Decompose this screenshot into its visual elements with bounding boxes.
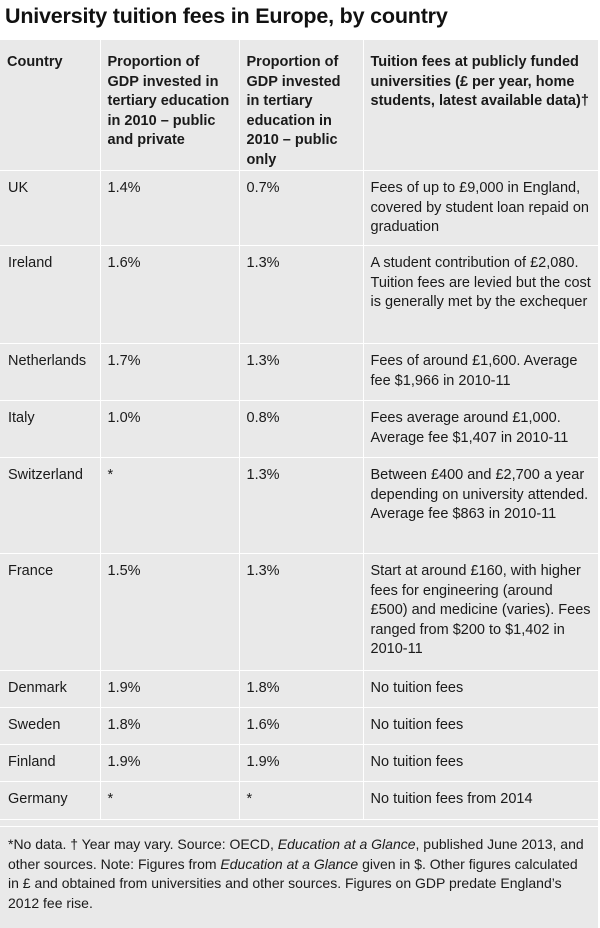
table-row: [0, 344, 598, 401]
footnote-text: *No data. † Year may vary. Source: OECD,: [8, 836, 278, 852]
footnote-source-title: Education at a Glance: [220, 855, 359, 872]
cell-country: Switzerland: [0, 458, 100, 554]
page-title: University tuition fees in Europe, by country: [5, 4, 448, 28]
header-tuition-fees: Tuition fees at publicly funded universities (£ per year, home students, latest available data)†: [363, 40, 598, 171]
cell-tuition-fees: No tuition fees: [363, 708, 598, 745]
footnote-text: given in $. Other figures calculated in £ and obtained from universities and other sources. Figures on GDP predate England’s 2012 fee rise.: [8, 855, 578, 911]
cell-country: Finland: [0, 745, 100, 782]
cell-gdp-total: *: [100, 458, 239, 554]
table-row: [0, 782, 598, 820]
cell-tuition-fees: No tuition fees: [363, 671, 598, 708]
table-row: [0, 708, 598, 745]
footnote-text: , published June 2013, and other sources. Note: Figures from: [8, 836, 584, 872]
cell-tuition-fees: Fees average around £1,000. Average fee $1,407 in 2010-11: [363, 401, 598, 458]
table-row: [0, 171, 598, 246]
cell-tuition-fees: No tuition fees: [363, 745, 598, 782]
cell-gdp-public: 1.3%: [239, 246, 363, 344]
table-row: [0, 246, 598, 344]
cell-gdp-public: 0.8%: [239, 401, 363, 458]
cell-gdp-public: *: [239, 782, 363, 820]
footnote: [0, 826, 598, 913]
cell-gdp-public: 1.3%: [239, 554, 363, 671]
cell-country: Sweden: [0, 708, 100, 745]
cell-gdp-total: 1.5%: [100, 554, 239, 671]
cell-gdp-total: 1.4%: [100, 171, 239, 246]
table-row: [0, 401, 598, 458]
cell-country: France: [0, 554, 100, 671]
cell-tuition-fees: Fees of around £1,600. Average fee $1,966 in 2010-11: [363, 344, 598, 401]
table-row: [0, 745, 598, 782]
cell-gdp-total: 1.8%: [100, 708, 239, 745]
cell-gdp-public: 1.8%: [239, 671, 363, 708]
cell-gdp-total: 1.6%: [100, 246, 239, 344]
cell-gdp-total: 1.0%: [100, 401, 239, 458]
cell-tuition-fees: Between £400 and £2,700 a year depending on university attended. Average fee $863 in 2010-11: [363, 458, 598, 554]
cell-gdp-total: 1.7%: [100, 344, 239, 401]
cell-gdp-total: *: [100, 782, 239, 820]
cell-gdp-public: 1.9%: [239, 745, 363, 782]
header-gdp-public: Proportion of GDP invested in tertiary education in 2010 – public only: [239, 40, 363, 171]
header-gdp-total: Proportion of GDP invested in tertiary education in 2010 – public and private: [100, 40, 239, 171]
cell-tuition-fees: Start at around £160, with higher fees for engineering (around £500) and medicine (varies). Fees ranged from $200 to $1,402 in 2010-11: [363, 554, 598, 671]
cell-country: Germany: [0, 782, 100, 820]
cell-gdp-public: 0.7%: [239, 171, 363, 246]
header-country: Country: [0, 40, 100, 171]
footnote-source-title: Education at a Glance: [277, 836, 416, 852]
cell-gdp-total: 1.9%: [100, 671, 239, 708]
table-row: [0, 458, 598, 554]
cell-gdp-total: 1.9%: [100, 745, 239, 782]
cell-gdp-public: 1.6%: [239, 708, 363, 745]
table-header-row: [0, 40, 598, 171]
cell-tuition-fees: Fees of up to £9,000 in England, covered by student loan repaid on graduation: [363, 171, 598, 246]
tuition-fees-table: [0, 40, 598, 820]
table-row: [0, 554, 598, 671]
cell-country: Ireland: [0, 246, 100, 344]
table-row: [0, 671, 598, 708]
cell-tuition-fees: No tuition fees from 2014: [363, 782, 598, 820]
cell-tuition-fees: A student contribution of £2,080. Tuition fees are levied but the cost is generally met by the exchequer: [363, 246, 598, 344]
cell-country: Denmark: [0, 671, 100, 708]
cell-country: UK: [0, 171, 100, 246]
cell-country: Netherlands: [0, 344, 100, 401]
cell-country: Italy: [0, 401, 100, 458]
cell-gdp-public: 1.3%: [239, 458, 363, 554]
cell-gdp-public: 1.3%: [239, 344, 363, 401]
